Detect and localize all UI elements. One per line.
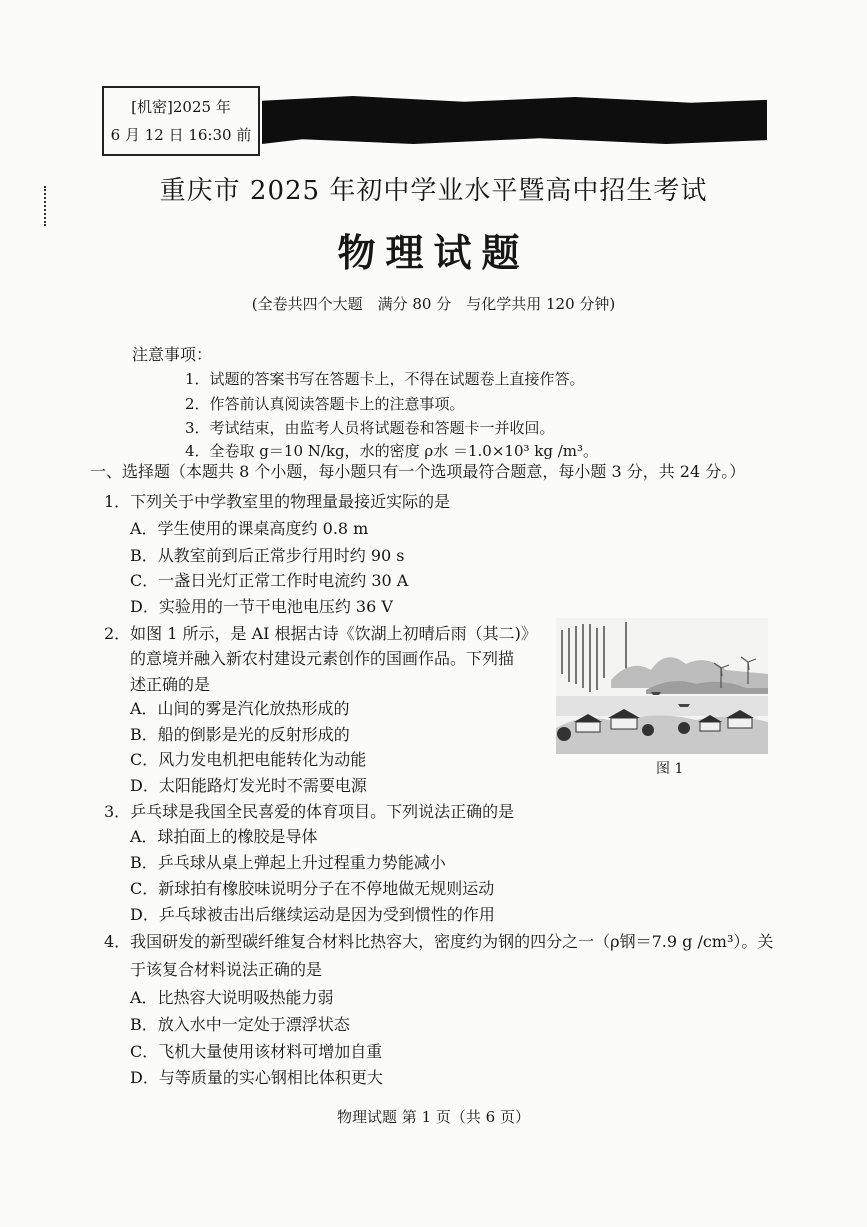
question-2-option-a: A．山间的雾是汽化放热形成的 xyxy=(130,699,350,718)
question-2-option-d: D．太阳能路灯发光时不需要电源 xyxy=(130,776,367,795)
question-1-stem: 1．下列关于中学教室里的物理量最接近实际的是 xyxy=(104,492,451,511)
question-4-stem: 4．我国研发的新型碳纤维复合材料比热容大，密度约为钢的四分之一（ρ钢＝7.9 g /cm³）。关 xyxy=(104,932,774,951)
note-item: 4．全卷取 g＝10 N/kg，水的密度 ρ水 ＝1.0×10³ kg /m³。 xyxy=(185,442,599,460)
question-3-option-b: B．乒乓球从桌上弹起上升过程重力势能减小 xyxy=(130,853,446,872)
subject-title: 物理试题 xyxy=(337,230,530,275)
confidential-box xyxy=(102,86,260,156)
redaction-band xyxy=(262,96,767,144)
question-2-stem-line-3: 述正确的是 xyxy=(130,675,211,694)
question-3-option-d: D．乒乓球被击出后继续运动是因为受到惯性的作用 xyxy=(130,905,495,924)
question-2-stem: 2．如图 1 所示，是 AI 根据古诗《饮湖上初晴后雨（其二)》 xyxy=(104,624,537,643)
note-item: 1．试题的答案书写在答题卡上，不得在试题卷上直接作答。 xyxy=(185,370,585,388)
confidential-line-1: [机密]2025 年 xyxy=(131,98,231,116)
question-4-option-a: A．比热容大说明吸热能力弱 xyxy=(130,988,334,1007)
question-1-option-b: B．从教室前到后正常步行用时约 90 s xyxy=(130,546,405,565)
figure-1-caption: 图 1 xyxy=(656,761,684,777)
page-footer: 物理试题 第 1 页（共 6 页） xyxy=(337,1108,530,1126)
notes-heading: 注意事项： xyxy=(132,345,213,364)
question-2-option-c: C．风力发电机把电能转化为动能 xyxy=(130,750,367,769)
question-2-option-b: B．船的倒影是光的反射形成的 xyxy=(130,725,350,744)
exam-title: 重庆市 2025 年初中学业水平暨高中招生考试 xyxy=(159,176,708,206)
question-4-option-b: B．放入水中一定处于漂浮状态 xyxy=(130,1015,350,1034)
note-item: 3．考试结束，由监考人员将试题卷和答题卡一并收回。 xyxy=(185,419,555,437)
exam-info: (全卷共四个大题 满分 80 分 与化学共用 120 分钟) xyxy=(251,295,616,313)
question-1-option-a: A．学生使用的课桌高度约 0.8 m xyxy=(130,519,369,538)
question-1-option-d: D．实验用的一节干电池电压约 36 V xyxy=(130,597,393,616)
question-3-stem: 3．乒乓球是我国全民喜爱的体育项目。下列说法正确的是 xyxy=(104,802,515,821)
confidential-line-2: 6 月 12 日 16:30 前 xyxy=(110,126,252,144)
question-3-option-a: A．球拍面上的橡胶是导体 xyxy=(130,827,318,846)
question-4-option-c: C．飞机大量使用该材料可增加自重 xyxy=(130,1042,383,1061)
note-item: 2．作答前认真阅读答题卡上的注意事项。 xyxy=(185,395,465,413)
question-1-option-c: C．一盏日光灯正常工作时电流约 30 A xyxy=(130,571,409,590)
figure-1-landscape-painting xyxy=(556,618,768,754)
question-4-stem-line-2: 于该复合材料说法正确的是 xyxy=(130,960,323,979)
section-heading: 一、选择题（本题共 8 个小题，每小题只有一个选项最符合题意，每小题 3 分，共 24 分。） xyxy=(90,462,746,481)
question-2-stem-line-2: 的意境并融入新农村建设元素创作的国画作品。下列描 xyxy=(130,649,515,668)
question-3-option-c: C．新球拍有橡胶味说明分子在不停地做无规则运动 xyxy=(130,879,495,898)
question-4-option-d: D．与等质量的实心钢相比体积更大 xyxy=(130,1068,383,1087)
